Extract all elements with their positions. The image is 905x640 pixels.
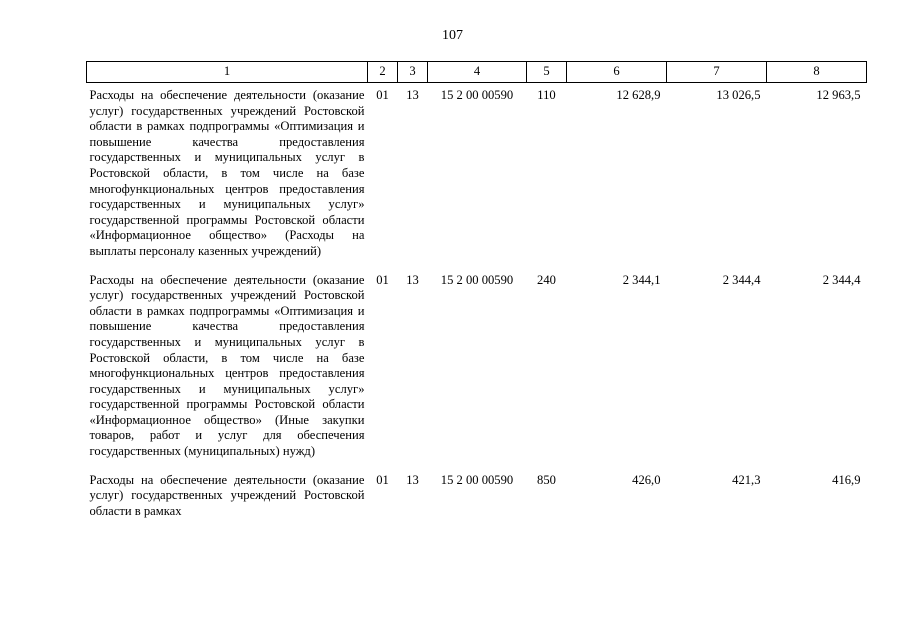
row-target-article: 15 2 00 00590: [440, 472, 514, 487]
header-col-2: 2: [368, 62, 398, 83]
table-body: [87, 83, 867, 528]
row-expense-type: 110: [537, 88, 556, 102]
row-section-code: 01: [376, 272, 389, 287]
row-subsection-code: 13: [406, 472, 419, 487]
header-col-7: 7: [667, 62, 767, 83]
row-amount-year1: 2 344,1: [622, 272, 661, 287]
table-row: [87, 83, 867, 268]
row-subsection-code: 13: [406, 88, 419, 102]
row-amount-year2: 421,3: [732, 472, 761, 487]
row-amount-year2: 13 026,5: [716, 88, 761, 102]
header-col-6: 6: [567, 62, 667, 83]
row-description: Расходы на обеспечение деятельности (оказание услуг) государственных учреждений Ростовской области в рамках подпрограммы «Оптимизация и повышение качества предоставления государственных и муниципальных услуг в Ростовской области, в том числе на базе многофункциональных центров предоставления государственных и муниципальных услуг» государственной программы Ростовской области «Информационное общество» (Иные закупки товаров, работ и услуг для обеспечения государственных (муниципальных) нужд): [89, 272, 365, 459]
budget-table: [86, 61, 867, 527]
row-amount-year2: 2 344,4: [722, 272, 761, 287]
row-expense-type: 240: [537, 272, 556, 287]
table-header: [87, 62, 867, 83]
row-amount-year1: 12 628,9: [616, 88, 661, 102]
header-row: [87, 62, 867, 83]
row-amount-year1: 426,0: [632, 472, 661, 487]
row-section-code: 01: [376, 472, 389, 487]
table-row: [87, 468, 867, 528]
header-col-5: 5: [527, 62, 567, 83]
row-target-article: 15 2 00 00590: [440, 88, 514, 102]
row-expense-type: 850: [537, 472, 556, 487]
row-amount-year3: 2 344,4: [822, 272, 861, 287]
header-col-4: 4: [428, 62, 527, 83]
page-number: 107: [442, 28, 463, 43]
row-amount-year3: 12 963,5: [816, 88, 861, 102]
row-amount-year3: 416,9: [832, 472, 861, 487]
row-target-article: 15 2 00 00590: [440, 272, 514, 287]
row-description: Расходы на обеспечение деятельности (оказание услуг) государственных учреждений Ростовской области в рамках: [89, 472, 365, 518]
row-section-code: 01: [376, 88, 389, 102]
row-subsection-code: 13: [406, 272, 419, 287]
row-description: Расходы на обеспечение деятельности (оказание услуг) государственных учреждений Ростовской области в рамках подпрограммы «Оптимизация и повышение качества предоставления государственных и муниципальных услуг в Ростовской области, в том числе на базе многофункциональных центров предоставления государственных и муниципальных услуг» государственной программы Ростовской области «Информационное общество» (Расходы на выплаты персоналу казенных учреждений): [89, 88, 365, 258]
header-col-8: 8: [767, 62, 867, 83]
header-col-3: 3: [398, 62, 428, 83]
table-row: [87, 268, 867, 468]
header-col-1: 1: [87, 62, 368, 83]
